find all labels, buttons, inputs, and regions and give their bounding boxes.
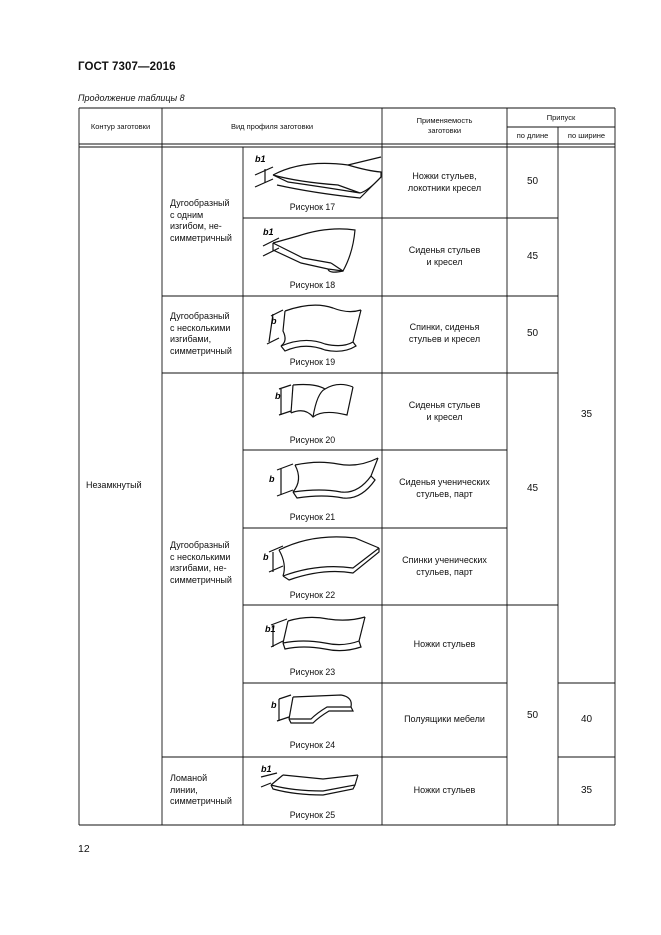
width-value-3: 35: [580, 785, 593, 796]
caption-figure-18: Рисунок 18: [289, 280, 336, 290]
usage-row-25: Ножки стульев: [413, 785, 476, 795]
caption-figure-24: Рисунок 24: [289, 740, 336, 750]
caption-figure-22: Рисунок 22: [289, 590, 336, 600]
length-value-4: 45: [526, 483, 539, 494]
dim-label-25: b1: [261, 764, 272, 774]
header-usage-line1: Применяемость: [416, 116, 473, 125]
profile-group-1: Дугообразный с одним изгибом, не- симметричный: [170, 198, 232, 243]
dim-label-24: b: [271, 700, 277, 710]
caption-figure-20: Рисунок 20: [289, 435, 336, 445]
caption-figure-19: Рисунок 19: [289, 357, 336, 367]
document-header: ГОСТ 7307—2016: [78, 61, 176, 73]
profile-group-4: Ломаной линии, симметричный: [170, 773, 232, 806]
caption-figure-23: Рисунок 23: [289, 667, 336, 677]
header-usage-line2: заготовки: [427, 126, 462, 135]
header-profile: Вид профиля заготовки: [230, 122, 314, 131]
page-number: 12: [78, 843, 90, 855]
dim-label-22: b: [263, 552, 269, 562]
length-value-5: 50: [526, 710, 539, 721]
header-by-length: по длине: [516, 131, 549, 140]
header-contour: Контур заготовки: [90, 122, 151, 131]
width-value-2: 40: [580, 714, 593, 725]
caption-figure-21: Рисунок 21: [289, 512, 336, 522]
usage-row-18: Сиденья стульев и кресел: [408, 245, 481, 267]
dim-label-21: b: [269, 474, 275, 484]
profile-group-3: Дугообразный с несколькими изгибами, не- симметричный: [170, 540, 232, 585]
dim-label-23: b1: [265, 624, 276, 634]
usage-row-23: Ножки стульев: [413, 639, 476, 649]
caption-figure-25: Рисунок 25: [289, 810, 336, 820]
dim-label-20: b: [275, 391, 281, 401]
length-value-2: 45: [526, 251, 539, 262]
dim-label-18: b1: [263, 227, 274, 237]
usage-row-24: Полуящики мебели: [404, 714, 485, 724]
usage-row-17: Ножки стульев, локотники кресел: [407, 171, 482, 193]
dim-label-17: b1: [255, 154, 266, 164]
header-by-width: по ширине: [567, 131, 606, 140]
caption-figure-17: Рисунок 17: [289, 202, 336, 212]
usage-row-19: Спинки, сиденья стульев и кресел: [408, 322, 481, 344]
profile-group-2: Дугообразный с несколькими изгибами, симметричный: [170, 311, 232, 356]
usage-row-21: Сиденья ученических стульев, парт: [399, 477, 490, 499]
width-value-1: 35: [580, 409, 593, 420]
header-allowance: Припуск: [546, 113, 576, 122]
table-continuation-label: Продолжение таблицы 8: [78, 93, 185, 103]
contour-value: Незамкнутый: [86, 480, 142, 490]
usage-row-20: Сиденья стульев и кресел: [408, 400, 481, 422]
dim-label-19: b: [271, 316, 277, 326]
length-value-1: 50: [526, 176, 539, 187]
usage-row-22: Спинки ученических стульев, парт: [402, 555, 487, 577]
length-value-3: 50: [526, 328, 539, 339]
